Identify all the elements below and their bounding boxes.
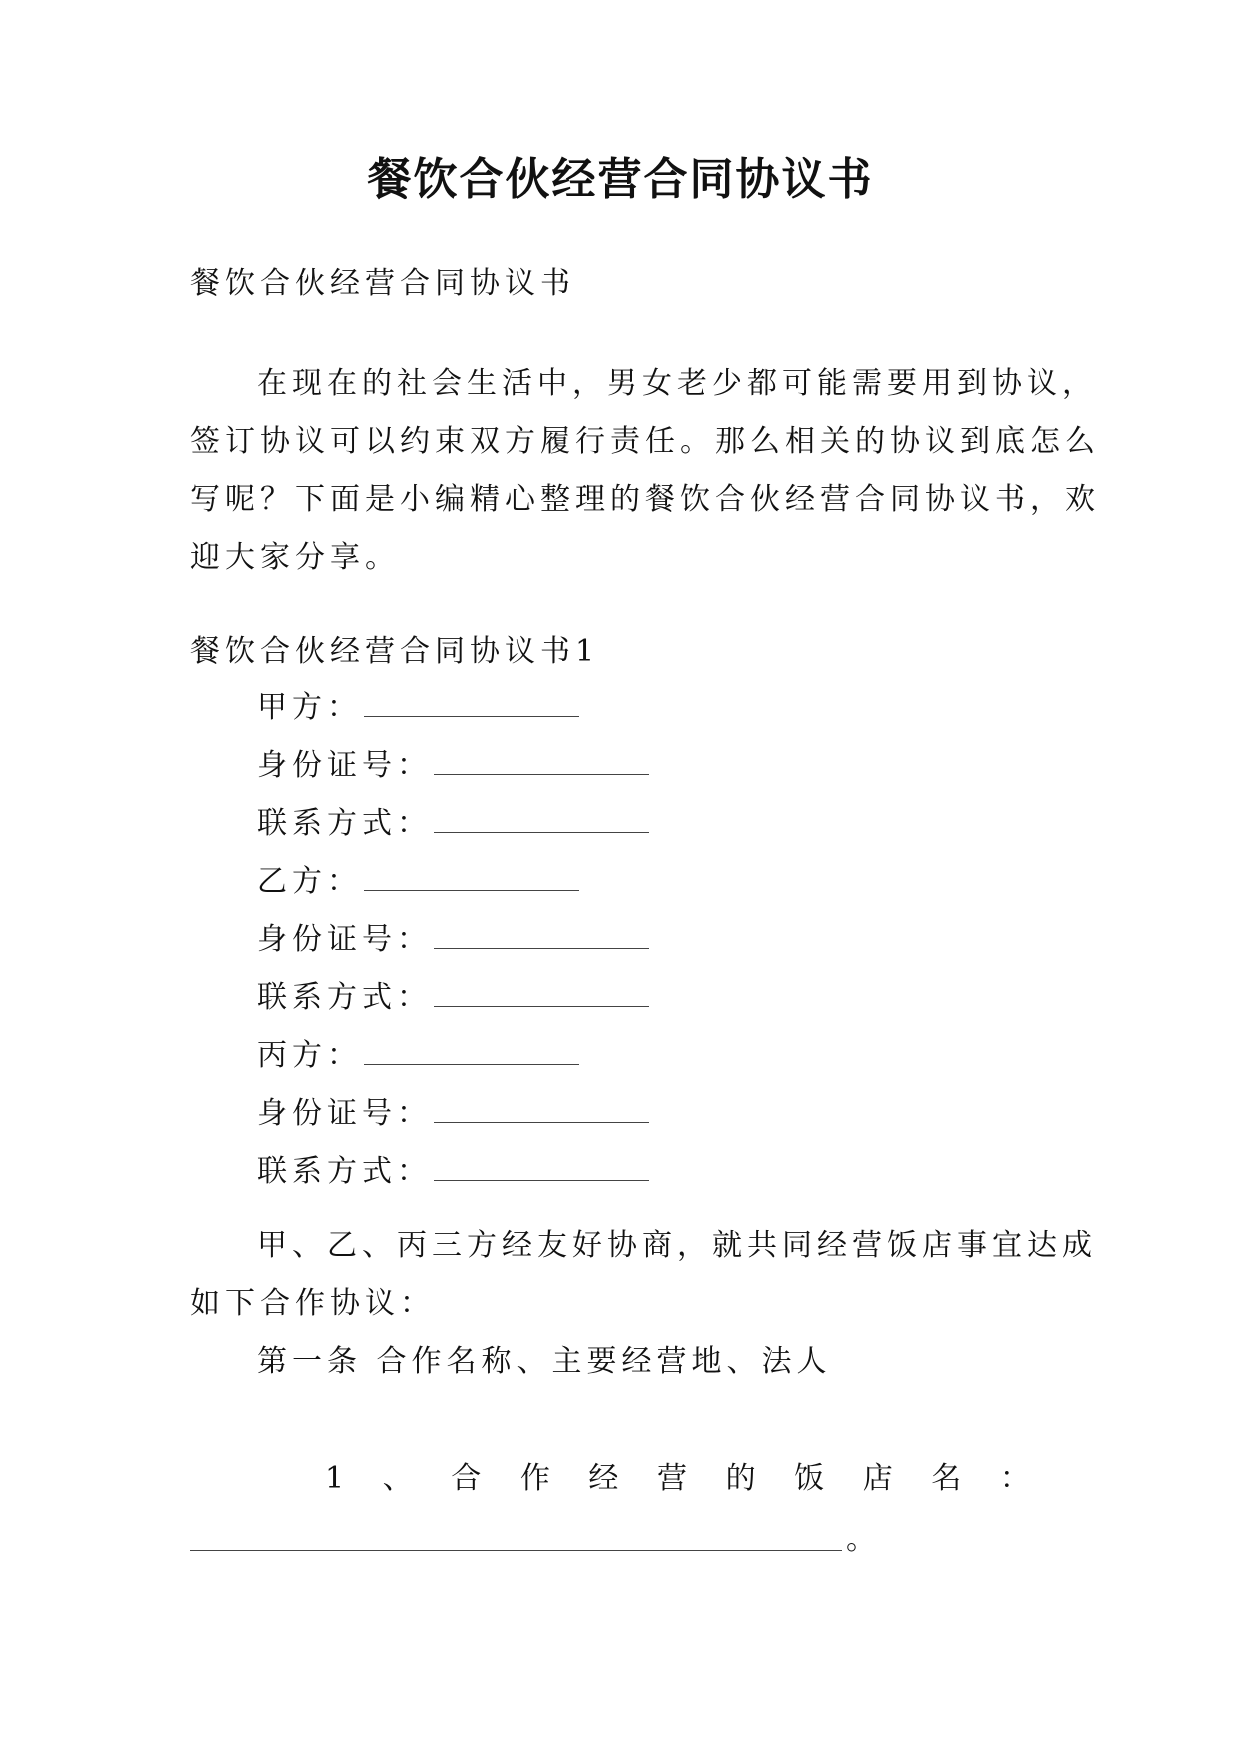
party-b-id-blank [434, 926, 649, 949]
section-title: 餐饮合伙经营合同协议书1 [190, 634, 600, 669]
agreement-line-2: 如下合作协议： [190, 1286, 435, 1321]
restaurant-name-blank [190, 1528, 842, 1551]
party-c-contact-label: 联系方式： [257, 1154, 432, 1189]
party-a-blank [364, 694, 579, 717]
party-c-id-blank [434, 1100, 649, 1123]
party-c-label: 丙方： [257, 1038, 362, 1073]
item-1-char: ： [999, 1461, 1030, 1496]
item-1-char: 经 [588, 1461, 619, 1496]
party-c-contact-blank [434, 1158, 649, 1181]
party-b-contact-label: 联系方式： [257, 980, 432, 1015]
party-a-field [257, 688, 579, 728]
item-1-char: 作 [519, 1461, 550, 1496]
party-b-id-field [257, 920, 649, 960]
party-c-id-label: 身份证号： [257, 1096, 432, 1131]
party-b-contact-blank [434, 984, 649, 1007]
item-1-char: 的 [725, 1461, 756, 1496]
party-a-contact-field [257, 804, 649, 844]
item-1-char: 、 [382, 1461, 413, 1496]
item-1-char: 1 [325, 1461, 345, 1496]
restaurant-name-period: 。 [846, 1522, 876, 1557]
party-c-contact-field [257, 1152, 649, 1192]
item-1-char: 营 [656, 1461, 687, 1496]
item-1-char: 名 [931, 1461, 962, 1496]
item-1-char: 合 [451, 1461, 482, 1496]
party-b-id-label: 身份证号： [257, 922, 432, 957]
party-a-label: 甲方： [257, 690, 362, 725]
item-1-char: 饭 [794, 1461, 825, 1496]
party-b-contact-field [257, 978, 649, 1018]
party-c-field [257, 1036, 579, 1076]
intro-line-1: 在现在的社会生活中，男女老少都可能需要用到协议， [257, 366, 1097, 401]
document-title: 餐饮合伙经营合同协议书 [367, 154, 874, 205]
item-1-restaurant-name-line [325, 1459, 1030, 1499]
item-1-char: 店 [862, 1461, 893, 1496]
party-b-field [257, 862, 579, 902]
intro-line-4: 迎大家分享。 [190, 540, 400, 575]
party-c-blank [364, 1042, 579, 1065]
party-a-id-field [257, 746, 649, 786]
agreement-line-1: 甲、乙、丙三方经友好协商，就共同经营饭店事宜达成 [257, 1228, 1097, 1263]
party-a-id-blank [434, 752, 649, 775]
intro-line-3: 写呢？下面是小编精心整理的餐饮合伙经营合同协议书，欢 [190, 482, 1100, 517]
party-a-contact-label: 联系方式： [257, 806, 432, 841]
party-a-contact-blank [434, 810, 649, 833]
party-c-id-field [257, 1094, 649, 1134]
party-b-blank [364, 868, 579, 891]
intro-line-2: 签订协议可以约束双方履行责任。那么相关的协议到底怎么 [190, 424, 1100, 459]
article-1-title: 第一条 合作名称、主要经营地、法人 [257, 1344, 832, 1379]
document-subtitle: 餐饮合伙经营合同协议书 [190, 266, 575, 301]
party-a-id-label: 身份证号： [257, 748, 432, 783]
party-b-label: 乙方： [257, 864, 362, 899]
